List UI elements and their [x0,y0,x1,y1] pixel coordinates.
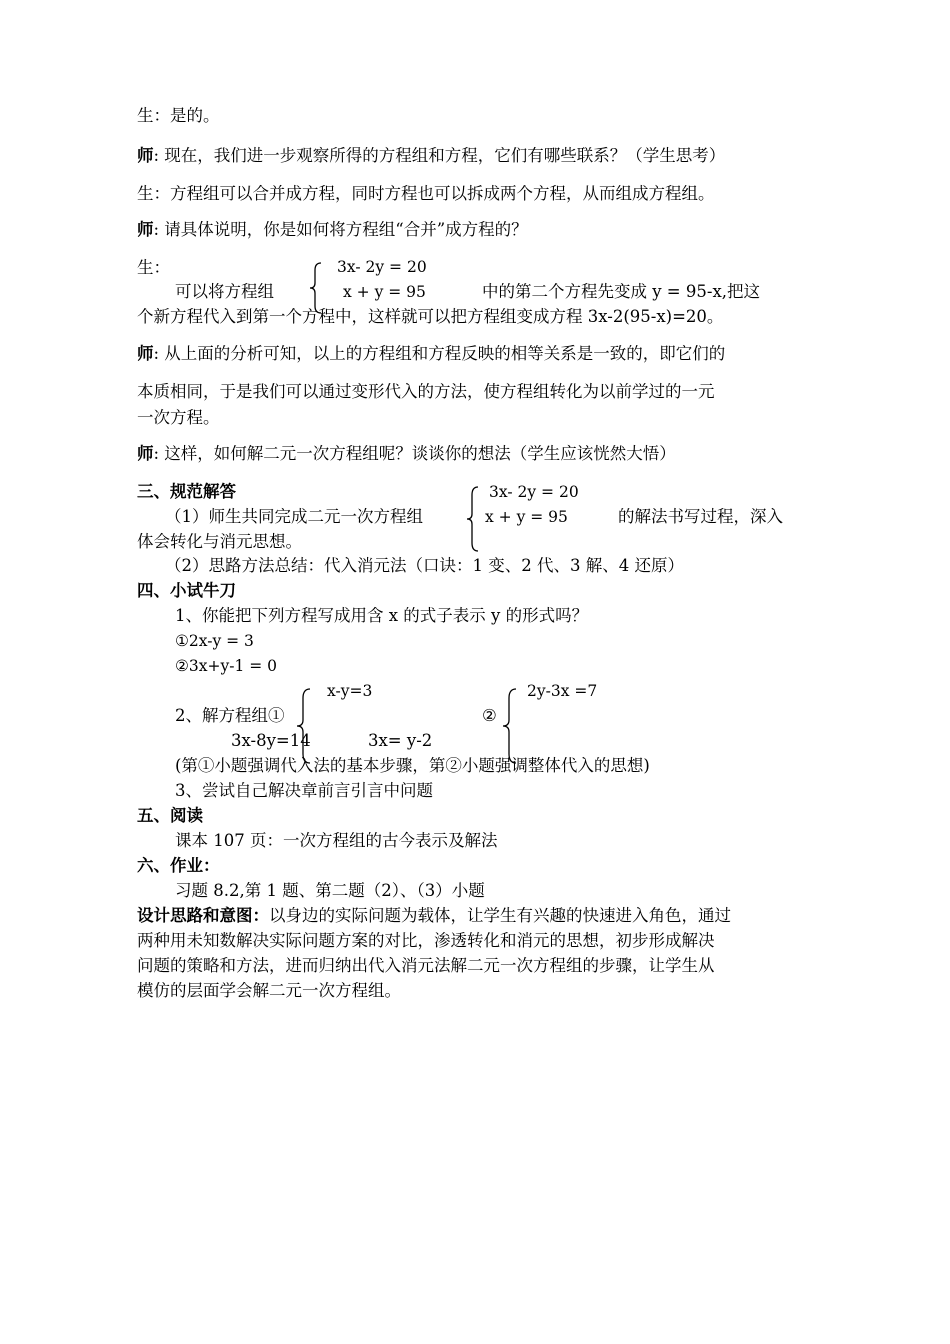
dialogue-line [137,145,725,167]
section-heading: 五、阅读 [137,806,203,825]
text-line: 问题的策略和方法，进而归纳出代入消元法解二元一次方程组的步骤，让学生从 [137,956,715,975]
equation: x-y=3 [327,682,373,700]
dialogue-text: : 现在，我们进一步观察所得的方程组和方程，它们有哪些联系？（学生思考） [153,146,726,165]
text-line: 个新方程代入到第一个方程中，这样就可以把方程组变成方程 3x-2(95-x)=20。 [137,307,724,326]
text-line: ② [482,706,497,725]
text-line: 中的第二个方程先变成 y = 95-x,把这 [482,282,761,301]
text-line: （2）思路方法总结：代入消元法（口诀：1 变、2 代、3 解、4 还原） [165,556,684,575]
dialogue-text: : 请具体说明，你是如何将方程组“合并”成方程的？ [153,220,528,239]
equation: ②3x+y-1 = 0 [175,657,278,675]
design-label: 设计思路和意图： [137,906,269,925]
speaker-teacher: 师 [137,344,154,363]
equation: 3x- 2y = 20 [337,258,427,276]
dialogue-text: : 这样，如何解二元一次方程组呢？谈谈你的想法（学生应该恍然大悟） [153,444,676,463]
text-line: 两种用未知数解决实际问题方案的对比，渗透转化和消元的思想，初步形成解决 [137,931,715,950]
equation: 2y-3x =7 [527,682,598,700]
equation: 3x- 2y = 20 [489,483,579,501]
text-line: 本质相同，于是我们可以通过变形代入的方法，使方程组转化为以前学过的一元 [137,382,715,401]
brace-icon [502,688,518,764]
equation: ①2x-y = 3 [175,632,254,650]
text-line: 3、尝试自己解决章前言引言中问题 [175,781,433,800]
section-heading: 三、规范解答 [137,482,236,501]
dialogue-line [137,343,725,365]
dialogue-line: 生：是的。 [137,106,220,125]
speaker-teacher: 师 [137,220,154,239]
dialogue-line [137,219,528,241]
text-line: 的解法书写过程，深入 [618,507,783,526]
section-heading: 六、作业： [137,856,220,875]
text-line: 课本 107 页：一次方程组的古今表示及解法 [175,831,498,850]
dialogue-line: 生： [137,258,170,277]
design-text: 以身边的实际问题为载体，让学生有兴趣的快速进入角色，通过 [269,906,731,925]
speaker-teacher: 师 [137,444,154,463]
text-line: （1）师生共同完成二元一次方程组 [165,507,423,526]
brace-icon [296,688,312,764]
text-line: 可以将方程组 [175,282,274,301]
text-line: 一次方程。 [137,408,220,427]
equation: 3x= y-2 [368,731,433,750]
brace-icon [466,486,482,552]
text-line: 习题 8.2,第 1 题、第二题（2）、（3）小题 [175,881,485,900]
dialogue-line [137,443,676,465]
speaker-teacher: 师 [137,146,154,165]
equation: x + y = 95 [343,283,426,301]
section-heading: 四、小试牛刀 [137,581,236,600]
design-paragraph [137,905,731,927]
text-line: 体会转化与消元思想。 [137,532,302,551]
text-line: 模仿的层面学会解二元一次方程组。 [137,981,401,1000]
text-line: (第①小题强调代入法的基本步骤，第②小题强调整体代入的思想) [175,756,650,775]
equation: x + y = 95 [485,508,568,526]
equation: 3x-8y=14 [231,731,311,750]
dialogue-line: 生：方程组可以合并成方程，同时方程也可以拆成两个方程，从而组成方程组。 [137,184,715,203]
text-line: 1、你能把下列方程写成用含 x 的式子表示 y 的形式吗？ [175,606,589,625]
text-line: 2、解方程组① [175,706,285,725]
dialogue-text: : 从上面的分析可知，以上的方程组和方程反映的相等关系是一致的，即它们的 [153,344,726,363]
